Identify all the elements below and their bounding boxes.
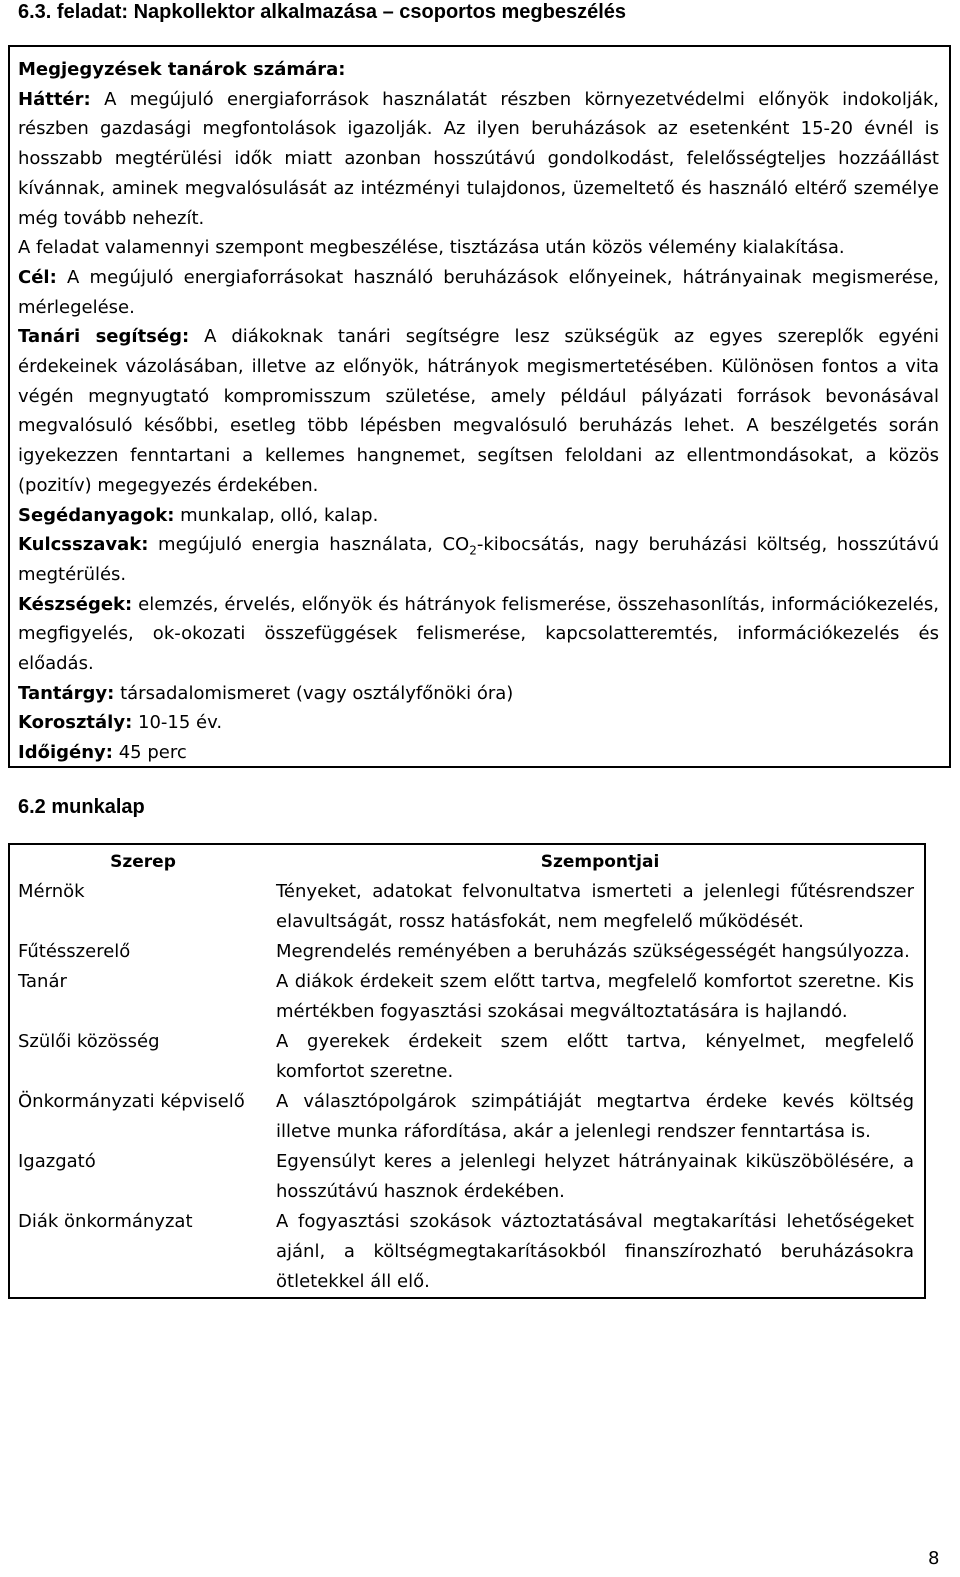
table-row xyxy=(9,1027,925,1087)
view-cell: Tényeket, adatokat felvonultatva ismerteti a jelenlegi fűtésrendszer elavultságát, rossz hatásfokát, nem megfelelő működését. xyxy=(276,881,914,932)
column-header-view: Szempontjai xyxy=(540,852,660,872)
column-header-role: Szerep xyxy=(110,852,176,872)
view-cell: Egyensúlyt keres a jelenlegi helyzet hátrányainak kiküszöbölésére, a hosszútávú hasznok érdekében. xyxy=(276,1151,914,1202)
notes-keywords xyxy=(18,530,939,589)
table-row xyxy=(9,967,925,1027)
notes-heading: Megjegyzések tanárok számára: xyxy=(18,59,346,80)
skills-label: Készségek: xyxy=(18,593,133,615)
age-label: Korosztály: xyxy=(18,712,133,734)
role-cell: Igazgató xyxy=(18,1151,96,1172)
table-row xyxy=(9,937,925,967)
materials-text: munkalap, olló, kalap. xyxy=(174,504,379,526)
age-text: 10-15 év. xyxy=(132,712,223,734)
page-title: 6.3. feladat: Napkollektor alkalmazása – csoportos megbeszélés xyxy=(18,1,627,23)
task-text: A feladat valamennyi szempont megbeszélése, tisztázása után közös vélemény kialakítása. xyxy=(18,237,845,259)
goal-text: A megújuló energiaforrásokat használó beruházások előnyeinek, hátrányainak megismerése, mérlegelése. xyxy=(18,266,939,318)
notes-task xyxy=(18,233,939,263)
table-row xyxy=(9,1207,925,1298)
view-cell: Megrendelés reményében a beruházás szükségességét hangsúlyozza. xyxy=(276,941,910,962)
background-label: Háttér: xyxy=(18,88,91,110)
background-text: A megújuló energiaforrások használatát részben környezetvédelmi előnyök indokolják, részben gazdasági megfontolások igazolják. Az ilyen beruházások az esetenként 15-20 évnél is hosszabb megtérülési idők miatt azonban hosszútávú gondolkodást, felelősségteljes hozzáállást kívánnak, aminek megvalósulását az intézményi tulajdonos, üzemeltető és használó eltérő személye még tovább nehezít. xyxy=(18,88,939,229)
help-text: A diákoknak tanári segítségre lesz szükségük az egyes szereplők egyéni érdekeinek vázolásában, illetve az előnyök, hátrányok megismertetésében. Különösen fontos a vita végén megnyugtató kompromisszum születése, amely például pályázati források bevonásával megvalósuló későbbi, esetleg több lépésben megvalósuló beruházás lehet. A beszélgetés során igyekezzen fenntartani a kellemes hangnemet, segítsen feloldani az ellentmondásokat, a közös (pozitív) megegyezés érdekében. xyxy=(18,326,939,496)
table-header-row xyxy=(9,844,925,877)
role-cell: Fűtésszerelő xyxy=(18,941,131,962)
table-row xyxy=(9,877,925,937)
view-cell: A gyerekek érdekeit szem előtt tartva, kényelmet, megfelelő komfortot szeretne. xyxy=(276,1031,914,1082)
skills-text: elemzés, érvelés, előnyök és hátrányok felismerése, összehasonlítás, információkezelés, megfigyelés, ok-okozati összefüggések felismerése, kapcsolatteremtés, információkezelés és előadás. xyxy=(18,593,939,675)
notes-background xyxy=(18,85,939,234)
notes-help xyxy=(18,322,939,500)
goal-label: Cél: xyxy=(18,266,57,288)
notes-subject xyxy=(18,679,939,709)
role-cell: Tanár xyxy=(18,971,67,992)
notes-skills xyxy=(18,590,939,679)
table-row xyxy=(9,1147,925,1207)
view-cell: A diákok érdekeit szem előtt tartva, megfelelő komfortot szeretne. Kis mértékben fogyasztási szokásai megváltoztatására is hajlandó. xyxy=(276,971,914,1022)
time-label: Időigény: xyxy=(18,742,113,764)
table-row xyxy=(9,1087,925,1147)
role-cell: Önkormányzati képviselő xyxy=(18,1091,245,1112)
subject-label: Tantárgy: xyxy=(18,682,115,704)
keywords-label: Kulcsszavak: xyxy=(18,534,149,556)
role-cell: Mérnök xyxy=(18,881,85,902)
materials-label: Segédanyagok: xyxy=(18,504,175,526)
notes-materials xyxy=(18,501,939,531)
keywords-text-b: -kibocsátás, nagy beruházási költség, hosszútávú megtérülés. xyxy=(18,534,939,585)
subject-text: társadalomismeret (vagy osztályfőnöki óra) xyxy=(114,682,514,704)
notes-time xyxy=(18,738,939,768)
time-text: 45 perc xyxy=(112,742,187,764)
worksheet-heading: 6.2 munkalap xyxy=(18,796,145,818)
keywords-text-a: megújuló energia használata, CO xyxy=(148,534,470,556)
teacher-notes-box xyxy=(8,45,951,768)
role-cell: Diák önkormányzat xyxy=(18,1211,193,1232)
notes-goal xyxy=(18,263,939,322)
view-cell: A fogyasztási szokások váztoztatásával megtakarítási lehetőségeket ajánl, a költségmegtakarításokból finanszírozható beruházásokra ötletekkel áll elő. xyxy=(276,1211,914,1292)
keywords-subscript: 2 xyxy=(469,543,477,558)
help-label: Tanári segítség: xyxy=(18,326,190,348)
role-cell: Szülői közösség xyxy=(18,1031,160,1052)
roles-table xyxy=(8,843,926,1299)
page-number: 8 xyxy=(928,1548,940,1569)
view-cell: A választópolgárok szimpátiáját megtartva érdeke kevés költség illetve munka ráfordítása, akár a jelenlegi rendszer fenntartása is. xyxy=(276,1091,914,1142)
notes-age xyxy=(18,708,939,738)
